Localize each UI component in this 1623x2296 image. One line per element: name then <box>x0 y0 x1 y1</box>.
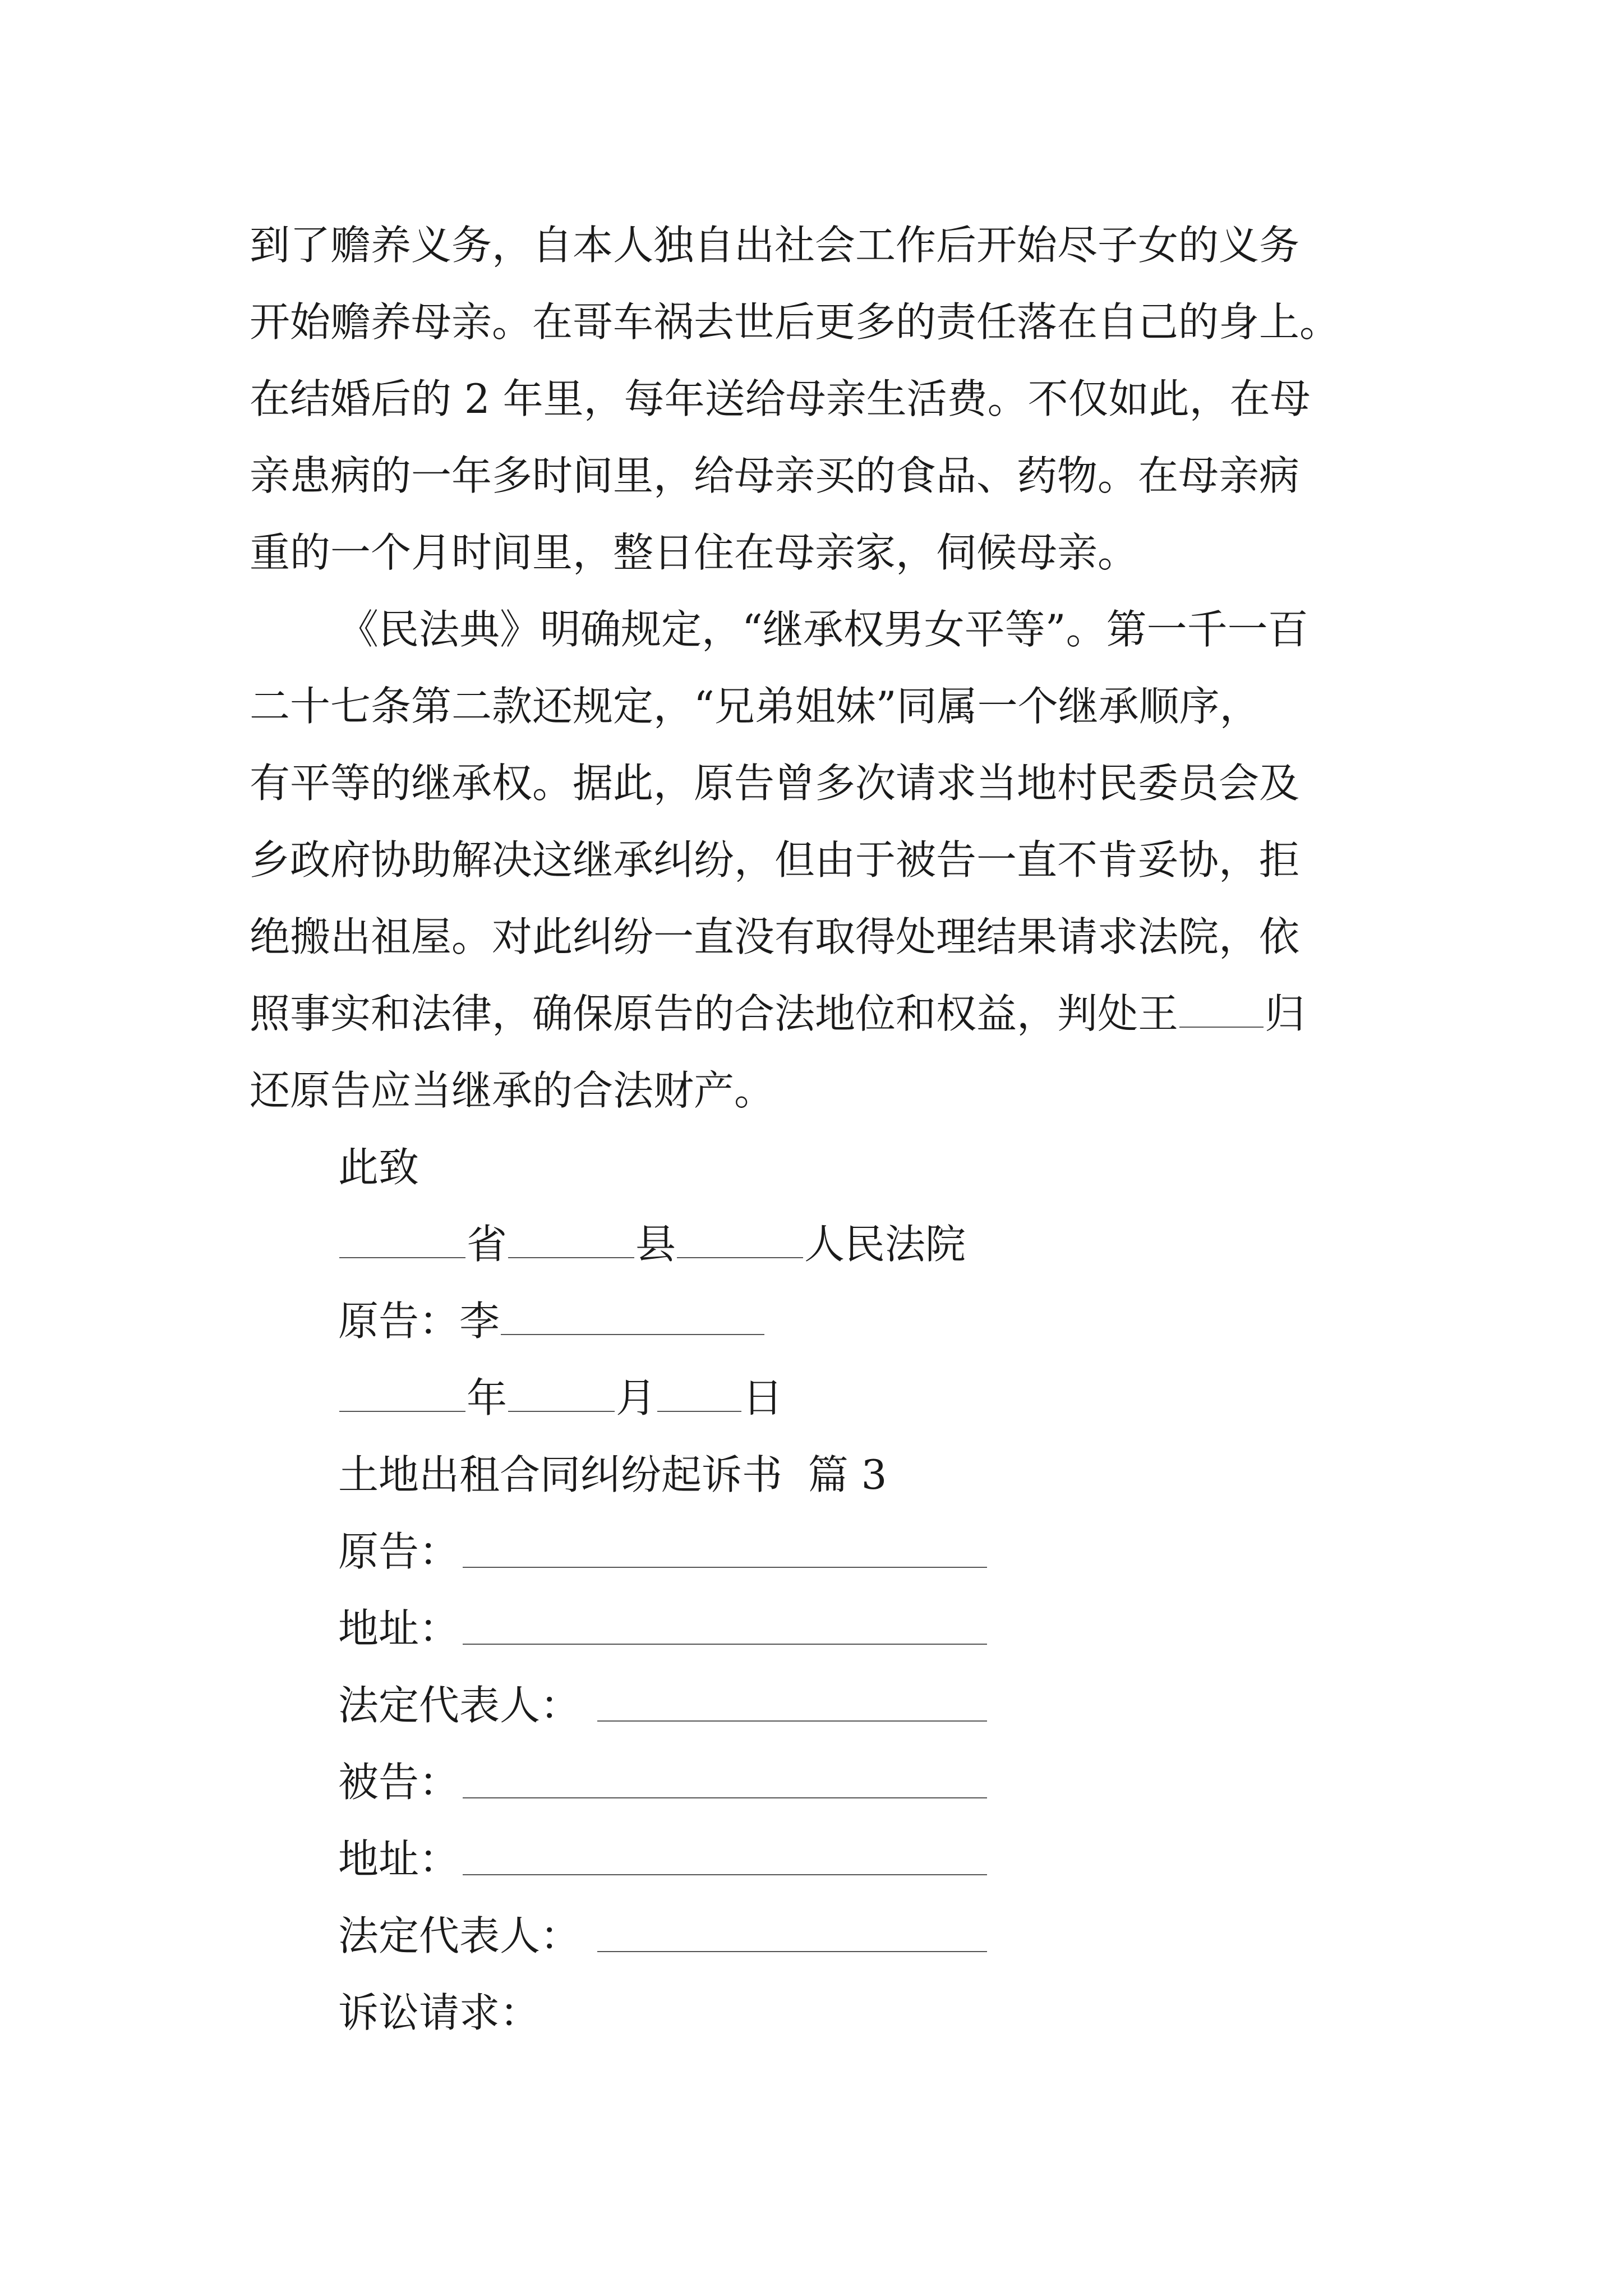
body-line-5: 重的一个月时间里，整日住在母亲家，伺候母亲。 <box>250 529 1138 576</box>
body-line-11-text: 照事实和法律，确保原告的合法地位和权益，判处王 <box>250 990 1179 1037</box>
date-year: 年 <box>467 1374 508 1421</box>
defendant-label: 被告： <box>338 1759 460 1806</box>
plaintiff-signature <box>338 1290 766 1352</box>
county-blank <box>508 1219 634 1258</box>
plaintiff-signature-blank <box>501 1296 764 1335</box>
plaintiff-rep-rule <box>597 1720 987 1722</box>
defendant-rep-rule <box>597 1951 987 1952</box>
body-line-12: 还原告应当继承的合法财产。 <box>250 1067 775 1114</box>
court-county: 县 <box>635 1221 676 1268</box>
body-line-10: 绝搬出祖屋。对此纠纷一直没有取得处理结果请求法院，依 <box>250 913 1300 960</box>
defendant-address-rule <box>463 1874 987 1875</box>
plaintiff-rule <box>463 1567 987 1568</box>
defendant-rule <box>463 1797 987 1798</box>
body-line-3: 在结婚后的 2 年里，每年送给母亲生活费。不仅如此，在母 <box>250 375 1311 422</box>
plaintiff-signature-label: 原告：李 <box>338 1297 500 1345</box>
plaintiff-rep-field <box>338 1674 580 1736</box>
salutation: 此致 <box>338 1144 419 1191</box>
date-month: 月 <box>616 1374 657 1421</box>
plaintiff-label: 原告： <box>338 1528 460 1575</box>
body-line-2: 开始赡养母亲。在哥车祸去世后更多的责任落在自己的身上。 <box>250 298 1340 346</box>
body-line-8: 有平等的继承权。据此，原告曾多次请求当地村民委员会及 <box>250 760 1300 807</box>
month-blank <box>508 1373 615 1412</box>
section-title: 土地出租合同纠纷起诉书 篇 3 <box>338 1451 887 1498</box>
defendant-address-field <box>338 1828 459 1890</box>
body-line-4: 亲患病的一年多时间里，给母亲买的食品、药物。在母亲病 <box>250 452 1300 499</box>
name-blank <box>1179 988 1264 1028</box>
plaintiff-rep-label: 法定代表人： <box>338 1682 581 1729</box>
date-line <box>338 1367 783 1429</box>
court-name: 人民法院 <box>804 1221 966 1268</box>
plaintiff-address-label: 地址： <box>338 1605 460 1652</box>
defendant-rep-field <box>338 1905 580 1967</box>
day-blank <box>657 1373 741 1412</box>
claims-label: 诉讼请求： <box>338 1989 541 2036</box>
plaintiff-address-rule <box>463 1644 987 1645</box>
court-blank <box>677 1219 803 1258</box>
date-day: 日 <box>743 1374 783 1421</box>
defendant-field <box>338 1751 459 1813</box>
court-line <box>338 1213 966 1275</box>
year-blank <box>339 1373 465 1412</box>
body-line-7: 二十七条第二款还规定，“兄弟姐妹”同属一个继承顺序， <box>250 683 1260 730</box>
court-province: 省 <box>467 1221 508 1268</box>
province-blank <box>339 1219 465 1258</box>
body-line-6: 《民法典》明确规定，“继承权男女平等”。第一千一百 <box>338 606 1308 653</box>
defendant-address-label: 地址： <box>338 1835 460 1883</box>
plaintiff-address-field <box>338 1598 459 1659</box>
body-line-1: 到了赡养义务，自本人独自出社会工作后开始尽子女的义务 <box>250 222 1300 269</box>
body-line-11 <box>250 983 1305 1045</box>
body-line-11-tail: 归 <box>1265 990 1306 1037</box>
body-line-9: 乡政府协助解决这继承纠纷，但由于被告一直不肯妥协，拒 <box>250 836 1300 884</box>
plaintiff-field <box>338 1521 459 1582</box>
defendant-rep-label: 法定代表人： <box>338 1912 581 1959</box>
